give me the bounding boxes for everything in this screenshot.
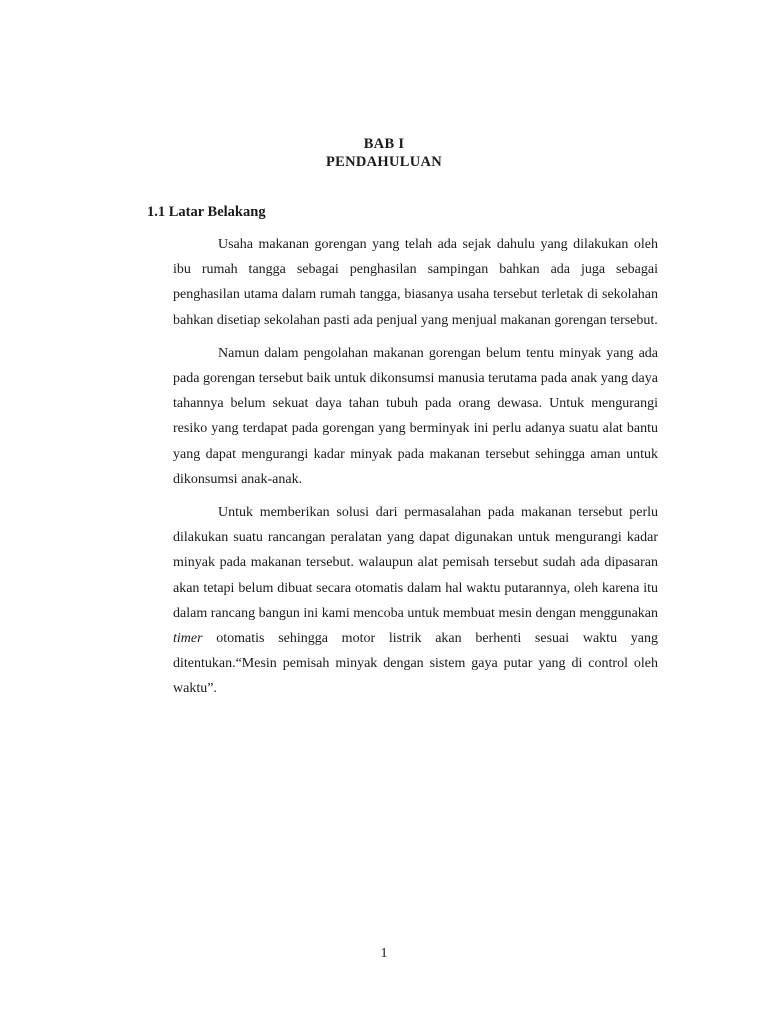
chapter-title: PENDAHULUAN (325, 154, 443, 170)
paragraph-1: Usaha makanan gorengan yang telah ada sejak dahulu yang dilakukan oleh ibu rumah tangga sebagai penghasilan sampingan bahkan ada juga sebagai penghasilan utama dalam rumah tangga, biasanya usaha tersebut terletak di sekolahan bahkan disetiap sekolahan pasti ada penjual yang menjual makanan gorengan tersebut. (173, 237, 658, 328)
paragraph-3-text-a: Untuk memberikan solusi dari permasalahan pada makanan tersebut perlu dilakukan suatu rancangan peralatan yang dapat digunakan untuk mengurangi kadar minyak pada makanan tersebut. walaupun alat pemisah tersebut sudah ada dipasaran akan tetapi belum dibuat secara otomatis dalam hal waktu putarannya, oleh karena itu dalam rancang bangun ini kami mencoba untuk membuat mesin dengan menggunakan (173, 505, 658, 621)
paragraph-2: Namun dalam pengolahan makanan gorengan belum tentu minyak yang ada pada gorengan tersebut baik untuk dikonsumsi manusia terutama pada anak yang daya tahannya belum sekuat daya tahan tubuh pada orang dewasa. Untuk mengurangi resiko yang terdapat pada gorengan yang berminyak ini perlu adanya suatu alat bantu yang dapat mengurangi kadar minyak pada makanan tersebut sehingga aman untuk dikonsumsi anak-anak. (173, 345, 658, 487)
paragraph-3-text-b: otomatis sehingga motor listrik akan berhenti sesuai waktu yang ditentukan.“Mesin pemisah minyak dengan sistem gaya putar yang di control oleh waktu”. (173, 631, 658, 697)
page-number: 1 (380, 946, 388, 961)
paragraph-3 (173, 500, 658, 702)
chapter-number: BAB I (363, 136, 405, 152)
section-heading: 1.1 Latar Belakang (147, 204, 266, 220)
body-text (173, 232, 658, 710)
paragraph-3-italic-term: timer (173, 631, 203, 647)
